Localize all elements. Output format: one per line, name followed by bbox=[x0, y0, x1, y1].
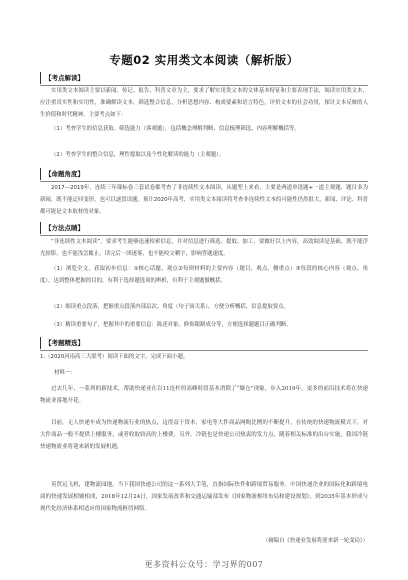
mingti-text: 2017—2019年，连续三年课标卷三套试卷都考查了非连续性文本阅读，从题型上来看，主要是两道单选题+一道主观题，题目多为新闻，既不能迂回变形，也可以逐段设题。预计2020年高考，实用类文本阅读将考查非连续性文本的可能性仍然很大，新闻、评论、科普都可能是文本取材的对象。 bbox=[40, 185, 368, 215]
section-heading-kaodian: 【考点解读】 bbox=[40, 72, 88, 84]
page-footer: 更多资料公众号：学习界的007 bbox=[144, 560, 264, 569]
section-divider bbox=[40, 235, 368, 236]
kaodian-point-2: （2）考查学生的整合信息，理性提取以及个性化解读的能力（主观题）。 bbox=[51, 152, 225, 158]
section-divider bbox=[40, 350, 368, 351]
fangfa-step-2: （2）细读重点段落，把握重点段落内部层次、角度（句子间关系），方便分析概括、信息提取要点。 bbox=[51, 304, 289, 310]
material-paragraph-3: 英贸远飞机，建物流园地，当下我国快递公司的这一系列大手笔，直指国际快件和跨境贸易服务。中国快递企业的国际化和跨境电商的快速发展相辅相成，2018年12月24日，国家发展改革和交通运输部发布《国家物流枢纽布局和建设规划》，到2035年基本形成与现代化经济体系相适应的国家物流枢纽网络。 bbox=[40, 482, 368, 512]
page-title: 专题02 实用类文本阅读（解析版） bbox=[109, 53, 299, 67]
material-paragraph-1: 过去几年，一系列的新技术，帮助快递业在以11连杆的高峰时段基本消除了“爆仓”现象，步入2019年，更多的前沿技术将在快递物流业落地开花。 bbox=[40, 386, 368, 404]
fangfa-step-3: （3）精读重要句子，把握其中的重要信息：陈述对象、修饰限制成分等，方便选择题题目正确判断。 bbox=[51, 322, 292, 328]
section-heading-fangfa: 【方法点睛】 bbox=[40, 222, 88, 234]
fangfa-intro: “非连续性文本阅读”，要求考生能够迅速检索信息，并对信息进行筛选、提取、加工，要做好以上内容，高效阅读是基础，既不能浮光掠影，也不能浅尝辄止，读完后一团迷雾，也不能咬文嚼字，影响答题速度。 bbox=[40, 239, 368, 257]
fangfa-step-1: （1）浏览全文，获取初步信息：①核心话题、观点②每则材料的主要内容（题目、观点、侧重点）③每段的核心内容（观点、角度），达到整体把握的目的，有利于选择题选项的辨析，有利于主观题做概括。 bbox=[40, 266, 368, 284]
material-paragraph-2: 目前，无人快递车成为快递物流行业的热点，这得益于资本，家电等大件商品网购比例的不断提升，在传统的快递物流模式下，对大件商品一般不提供上楼服务，或者收取较高的上楼费，另外，冷链也是快递公司热衷的发力点，随着相关标准的出台实施，我国冷链快递物流业将迎来新的发展机遇。 bbox=[40, 420, 368, 450]
material-source: （摘编自《快递业发展将迎来新一轮变局》） bbox=[262, 538, 368, 544]
section-heading-mingti: 【命题角度】 bbox=[40, 168, 88, 180]
section-divider bbox=[40, 181, 368, 182]
kaodian-intro: 实用类文本阅读主要以新闻、传记、报告、科普文章为主，要求了解实用类文本的文体基本特征和主要表现手法，阅读实用类文本，应注重真实性和实用性，准确解读文本，筛选整合信息，分析思想内容、构成要素和语言特色，评价文本的社会功用，探讨文本反映的人生价值和时代精神。主要考点如下： bbox=[40, 88, 368, 118]
section-heading-jingxuan: 【考题精选】 bbox=[40, 337, 88, 349]
kaodian-point-1: （1）考查学生的信息获取、筛选能力（客观题），包括概念理解判断、信息梳理筛选、内容理解概括等。 bbox=[51, 126, 300, 132]
material-label: 材料一： bbox=[54, 370, 77, 376]
question-stem: 1.（2020河南高三大联考）阅读下面的文字，完成下面小题。 bbox=[40, 354, 189, 360]
